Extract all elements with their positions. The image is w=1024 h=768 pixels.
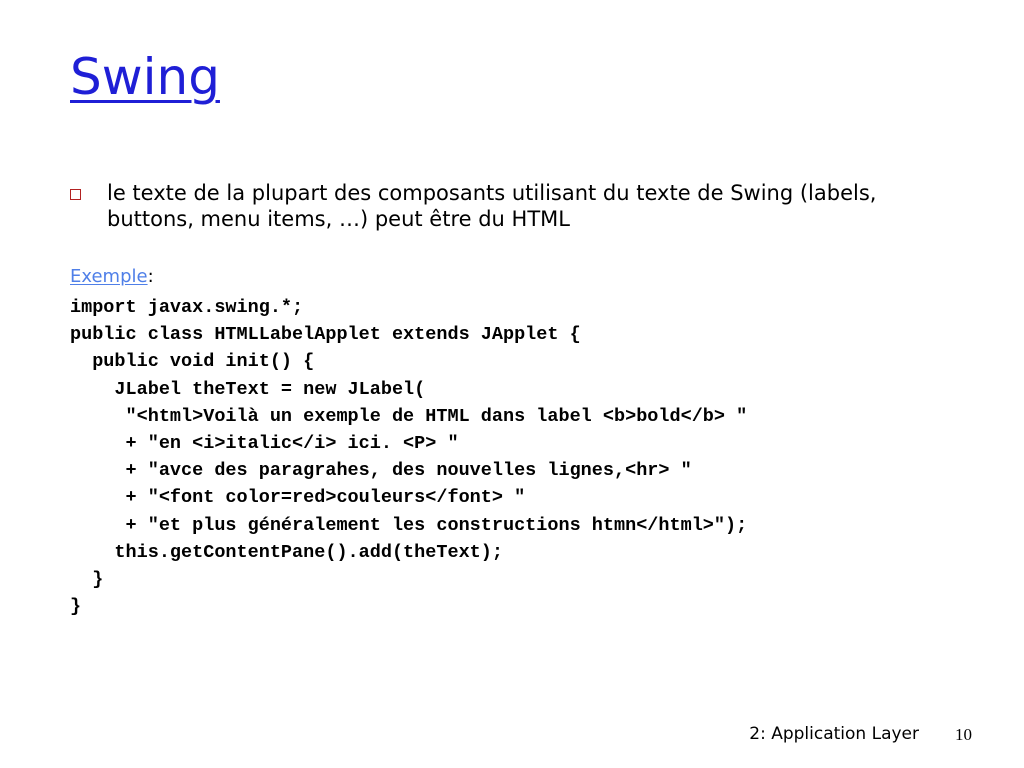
code-block [70,294,747,620]
slide-title: Swing [70,48,220,106]
bullet-point [70,180,950,232]
code-line: public void init() { [70,351,315,373]
footer-label: 2: Application Layer [749,724,919,744]
code-line: JLabel theText = new JLabel( [70,378,426,400]
example-colon: : [147,266,154,287]
example-link[interactable]: Exemple [70,266,148,287]
example-heading [70,265,154,289]
code-line: + "et plus généralement les constructions htmn</html>"); [70,514,748,536]
code-line: public class HTMLLabelApplet extends JApplet { [70,324,581,346]
code-line: this.getContentPane().add(theText); [70,541,503,563]
code-line: } [70,596,82,618]
code-line: import javax.swing.*; [70,297,304,318]
bullet-text: le texte de la plupart des composants utilisant du texte de Swing (labels, buttons, menu items, …) peut être du HTML [107,181,877,231]
page-number: 10 [955,725,972,744]
code-line: } [70,568,104,590]
square-bullet-icon [70,189,81,200]
code-line: + "avce des paragrahes, des nouvelles lignes,<hr> " [70,460,692,482]
code-line: + "<font color=red>couleurs</font> " [70,487,526,509]
code-line: + "en <i>italic</i> ici. <P> " [70,432,459,454]
code-line: "<html>Voilà un exemple de HTML dans label <b>bold</b> " [70,405,748,427]
